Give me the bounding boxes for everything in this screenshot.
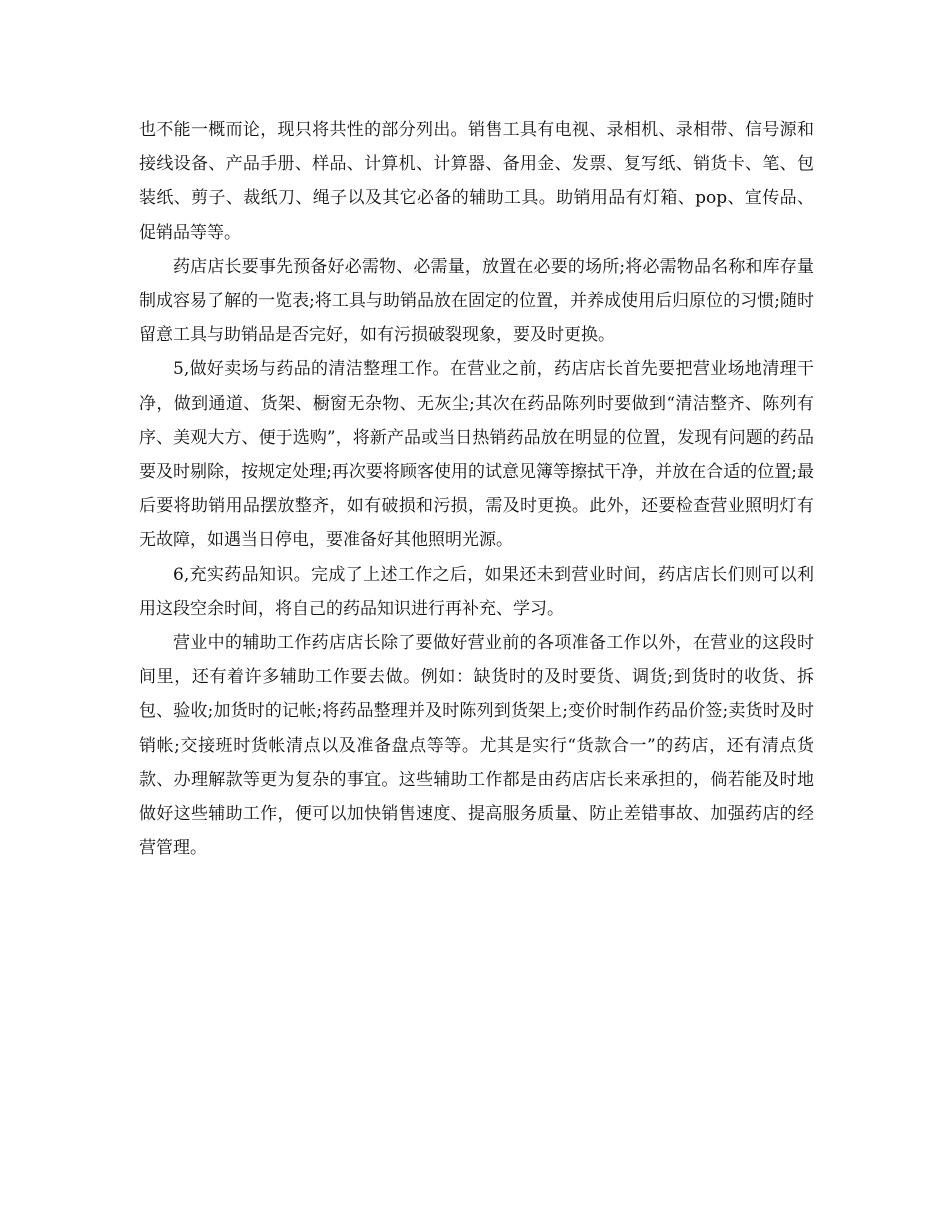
- paragraph-4: 6,充实药品知识。完成了上述工作之后，如果还未到营业时间，药店店长们则可以利用这段空余时间，将自己的药品知识进行再补充、学习。: [139, 564, 814, 619]
- paragraph-3: 5,做好卖场与药品的清洁整理工作。在营业之前，药店店长首先要把营业场地清理干净，做到通道、货架、橱窗无杂物、无灰尘;其次在药品陈列时要做到“清洁整齐、陈列有序、美观大方、便于选购”，将新产品或当日热销药品放在明显的位置，发现有问题的药品要及时剔除，按规定处理;再次要将顾客使用的试意见簿等擦拭干净，并放在合适的位置;最后要将助销用品摆放整齐，如有破损和污损，需及时更换。此外，还要检查营业照明灯有无故障，如遇当日停电，要准备好其他照明光源。: [139, 359, 814, 551]
- paragraph-1: 也不能一概而论，现只将共性的部分列出。销售工具有电视、录相机、录相带、信号源和接线设备、产品手册、样品、计算机、计算器、备用金、发票、复写纸、销货卡、笔、包装纸、剪子、裁纸刀、绳子以及其它必备的辅助工具。助销用品有灯箱、pop、宣传品、促销品等等。: [139, 120, 814, 243]
- document-page: [139, 113, 814, 865]
- paragraph-5: 营业中的辅助工作药店店长除了要做好营业前的各项准备工作以外，在营业的这段时间里，还有着许多辅助工作要去做。例如：缺货时的及时要货、调货;到货时的收货、拆包、验收;加货时的记帐;将药品整理并及时陈列到货架上;变价时制作药品价签;卖货时及时销帐;交接班时货帐清点以及准备盘点等等。尤其是实行“货款合一”的药店，还有清点货款、办理解款等更为复杂的事宜。这些辅助工作都是由药店店长来承担的，倘若能及时地做好这些辅助工作，便可以加快销售速度、提高服务质量、防止差错事故、加强药店的经营管理。: [139, 633, 814, 859]
- paragraph-2: 药店店长要事先预备好必需物、必需量，放置在必要的场所;将必需物品名称和库存量制成容易了解的一览表;将工具与助销品放在固定的位置，并养成使用后归原位的习惯;随时留意工具与助销品是否完好，如有污损破裂现象，要及时更换。: [139, 256, 814, 346]
